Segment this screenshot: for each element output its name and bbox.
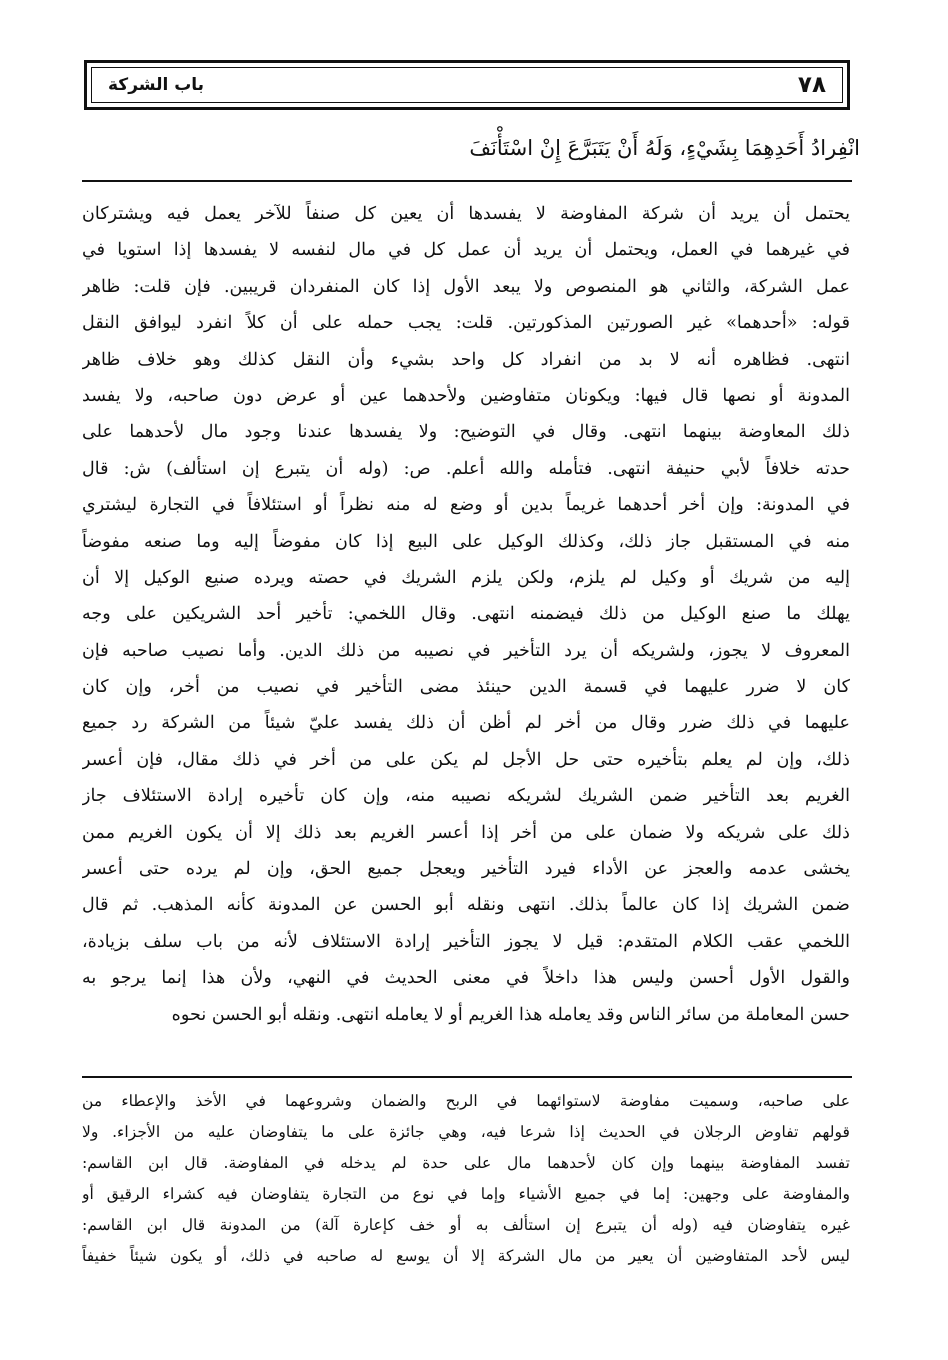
commentary-line: حسن المعاملة من سائر الناس وقد يعامله هذا الغريم أو لا يعامله انتهى. ونقله أبو الحسن نحوه — [171, 1004, 850, 1025]
footnote-line: ليس لأحد المتفاوضين أن يعير من مال الشركة إلا أن يوسع له صاحبه في ذلك، أو يكون شيئاً خفيفاً — [82, 1247, 850, 1265]
commentary-line: والقول الأول أحسن وليس هذا داخلاً في معنى الحديث في النهي، ولأن هذا إنما يرجو به — [82, 968, 850, 989]
separator-rule-top — [82, 180, 852, 182]
chapter-title: باب الشركة — [108, 75, 205, 95]
commentary-line: ذلك، وإن لم يعلم بتأخيره حتى حل الأجل لم يكن على من أخر في ذلك مقال، فإن أعسر — [82, 749, 850, 770]
commentary-line: يخشى عدمه والعجز عن الأداء فيرد التأخير ويعجل جميع الحق، وإن لم يرده حتى أعسر — [82, 859, 850, 880]
commentary-line: في غيرهما في العمل، ويحتمل أن يريد أن عمل كل في مال لنفسه لا يفسدها إذا استويا في — [82, 240, 850, 261]
page-number: ٧٨ — [797, 72, 826, 98]
commentary-line: يحتمل أن يريد أن شركة المفاوضة لا يفسدها أن يعين كل صنفاً للآخر يعمل فيه ويشتركان — [82, 204, 850, 224]
commentary-line: في المدونة: وإن أخر أحدهما غريماً بدين أو وضع له منه نظراً أو استئلافاً في التجارة ليشتري — [82, 495, 850, 516]
commentary-line: عليهما في ذلك ضرر وقال من أخر لم أظن أن ذلك يفسد عليّ شيئاً من الشركة رد جميع — [82, 713, 850, 734]
footnote-line: قولهم تفاوض الرجلان في الحديث إذا شرعا فيه، وهي جائزة على ما يتفاوضان عليه من الأجزاء. ولا — [82, 1123, 850, 1141]
commentary-line: اللخمي عقب الكلام المتقدم: قيل لا يجوز التأخير إرادة الاستئلاف لأنه من باب سلف بزيادة، — [82, 931, 850, 952]
commentary-line: عمل الشركة، والثاني هو المنصوص ولا يبعد الأول إذا كان المنفردان قريبين. فإن قلت: ظاهر — [82, 276, 850, 297]
footnote-line: على صاحبه، وسميت مفاوضة لاستوائهما في الربح والضمان وشروعهما في الأخذ والإعطاء من — [82, 1092, 850, 1110]
separator-rule-bottom — [82, 1076, 852, 1078]
commentary-line: قوله: «أحدهما» غير الصورتين المذكورتين. قلت: يجب حمله على أن كلاً انفرد ليوافق النقل — [82, 313, 850, 334]
footnote-block — [82, 1086, 850, 1272]
commentary-line: كان لا ضرر عليهما في قسمة الدين حينئذ مضى التأخير في نصيب من أخر، وإن كان — [82, 677, 850, 698]
commentary-line: حدته خلافاً لأبي حنيفة انتهى. فتأمله والله أعلم. ص: (وله أن يتبرع إن استألف) ش: قال — [82, 458, 850, 479]
commentary-line: يهلك ما صنع الوكيل من ذلك فيضمنه انتهى. وقال اللخمي: تأخير أحد الشريكين على وجه — [82, 604, 850, 625]
commentary-line: ذلك على شريكه ولا ضمان على من أخر إذا أعسر الغريم بعد ذلك إلا أن يكون الغريم ممن — [82, 822, 850, 843]
commentary-line: المدونة أو نصها قال فيها: ويكونان متفاوضين ولأحدهما عين أو عرض دون صاحبه، ولا يفسد — [82, 385, 850, 406]
commentary-line: انتهى. فظاهره أنه لا بد من انفراد كل واحد بشيء وأن النقل كذلك وهو خلاف ظاهر — [82, 349, 850, 370]
commentary-line: منه في المستقبل جاز ذلك، وكذلك الوكيل على البيع إذا كان مفوضاً إليه وما صنعه مفوضاً — [82, 531, 850, 552]
commentary-line: ضمن الشريك إذا كان عالماً بذلك. انتهى ونقله أبو الحسن عن المدونة كأنه المذهب. ثم قال — [82, 895, 850, 916]
page-header-inner — [91, 67, 843, 103]
commentary-line: المعروف لا يجوز، ولشريكه أن يرد التأخير في نصيبه من ذلك الدين. وأما نصيب صاحبه فإن — [82, 640, 850, 661]
footnote-line: غيره يتفاوضان فيه (وله أن يتبرع إن استألف به أو خف كإعارة آلة) من المدونة قال ابن القاسم: — [82, 1216, 850, 1234]
footnote-line: والمفاوضة على وجهين: إما في جميع الأشياء وإما في نوع من التجارة يتفاوضان فيه كشراء الرقيق أو — [82, 1185, 850, 1203]
main-text-matn: انْفِرادُ أَحَدِهِمَا بِشَيْءٍ، وَلَهُ أَنْ يَتَبَرَّعَ إِنْ اسْتَأْنَفَ — [469, 136, 860, 160]
commentary-line: ذلك المعاوضة بينهما انتهى. وقال في التوضيح: ولا يفسدها عندنا وجود مال لأحدهما على — [82, 422, 850, 443]
commentary-block — [82, 196, 850, 1033]
footnote-line: تفسد المفاوضة بينهما وإن كان لأحدهما مال على حدة لم يدخله في المفاوضة. قال ابن القاسم: — [82, 1154, 850, 1172]
commentary-line: الغريم بعد التأخير ضمن الشريك لشريكه نصيبه منه، وإن كان تأخيره إرادة الاستئلاف جاز — [82, 786, 850, 807]
commentary-line: إليه من شريك أو وكيل لم يلزم، ولكن يلزم الشريك في حصته ويرده صنيع الوكيل إلا أن — [82, 567, 850, 588]
page-header — [84, 60, 850, 110]
